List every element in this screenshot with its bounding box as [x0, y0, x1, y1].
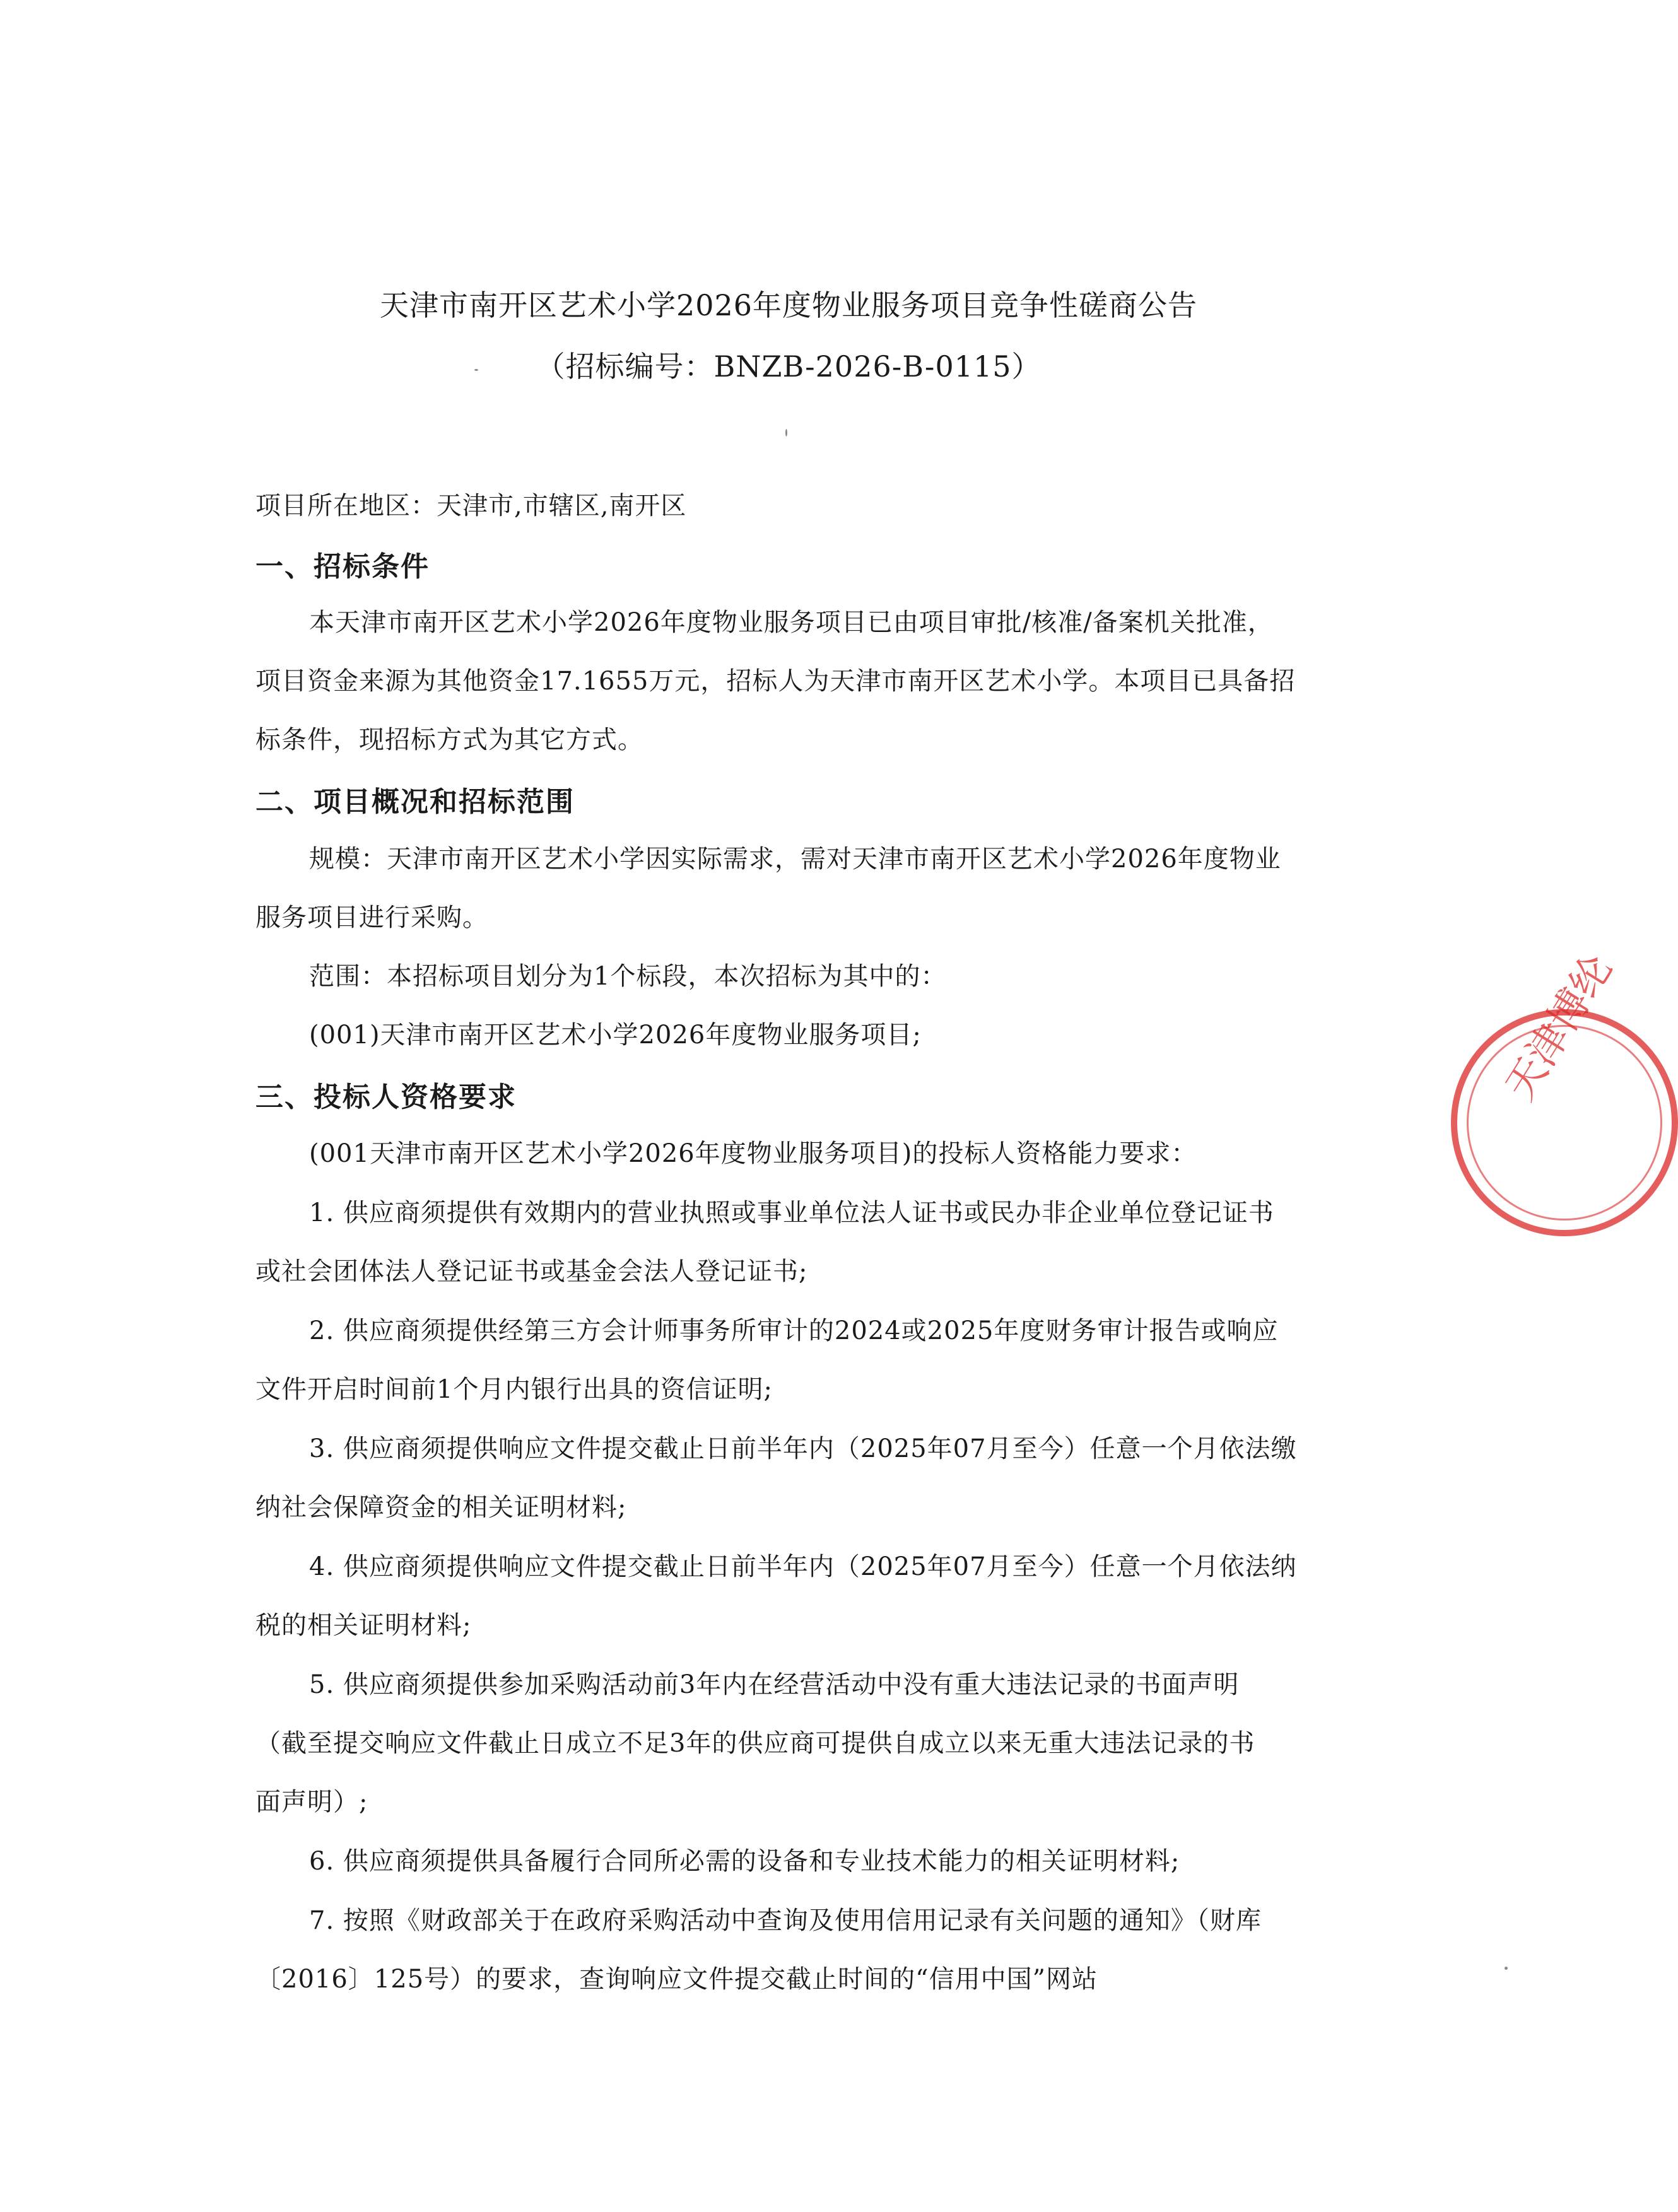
requirement-3-line-1: 3. 供应商须提供响应文件提交截止日前半年内（2025年07月至今）任意一个月依法缴: [309, 1434, 1297, 1463]
project-region: 项目所在地区：天津市,市辖区,南开区: [255, 491, 687, 520]
requirement-6-line-1: 6. 供应商须提供具备履行合同所必需的设备和专业技术能力的相关证明材料;: [309, 1847, 1180, 1876]
section2-scale-line-1: 规模：天津市南开区艺术小学因实际需求，需对天津市南开区艺术小学2026年度物业: [309, 845, 1281, 874]
section1-line-3: 标条件，现招标方式为其它方式。: [255, 725, 643, 754]
section-heading-1: 一、招标条件: [255, 551, 430, 583]
requirement-5-line-1: 5. 供应商须提供参加采购活动前3年内在经营活动中没有重大违法记录的书面声明: [309, 1670, 1240, 1699]
section1-line-2: 项目资金来源为其他资金17.1655万元，招标人为天津市南开区艺术小学。本项目已具备招: [255, 667, 1296, 696]
section2-lot: (001)天津市南开区艺术小学2026年度物业服务项目;: [309, 1021, 922, 1050]
section2-scope: 范围：本招标项目划分为1个标段，本次招标为其中的：: [309, 962, 947, 991]
requirement-4-line-1: 4. 供应商须提供响应文件提交截止日前半年内（2025年07月至今）任意一个月依法纳: [309, 1552, 1297, 1581]
requirement-1-line-2: 或社会团体法人登记证书或基金会法人登记证书;: [255, 1257, 808, 1286]
requirement-2-line-1: 2. 供应商须提供经第三方会计师事务所审计的2024或2025年度财务审计报告或响应: [309, 1316, 1279, 1345]
requirement-7-line-1: 7. 按照《财政部关于在政府采购活动中查询及使用信用记录有关问题的通知》（财库: [309, 1906, 1262, 1935]
section-heading-3: 三、投标人资格要求: [255, 1081, 517, 1113]
document-title: 天津市南开区艺术小学2026年度物业服务项目竞争性磋商公告: [379, 288, 1198, 322]
requirement-3-line-2: 纳社会保障资金的相关证明材料;: [255, 1493, 627, 1522]
tender-number: （招标编号：BNZB-2026-B-0115）: [536, 349, 1041, 383]
requirement-4-line-2: 税的相关证明材料;: [255, 1611, 472, 1640]
section2-scale-line-2: 服务项目进行采购。: [255, 903, 488, 932]
requirement-2-line-2: 文件开启时间前1个月内银行出具的资信证明;: [255, 1375, 773, 1404]
scan-speck: [785, 429, 787, 436]
section-heading-2: 二、项目概况和招标范围: [255, 786, 575, 818]
requirement-5-line-3: 面声明）;: [255, 1788, 368, 1817]
section1-line-1: 本天津市南开区艺术小学2026年度物业服务项目已由项目审批/核准/备案机关批准，: [309, 608, 1274, 637]
section3-intro: (001天津市南开区艺术小学2026年度物业服务项目)的投标人资格能力要求：: [309, 1139, 1197, 1168]
red-seal-text: 天津博纶: [1496, 946, 1622, 1109]
requirement-7-line-2: 〔2016〕125号）的要求，查询响应文件提交截止时间的“信用中国”网站: [255, 1965, 1098, 1994]
requirement-1-line-1: 1. 供应商须提供有效期内的营业执照或事业单位法人证书或民办非企业单位登记证书: [309, 1198, 1274, 1227]
scan-speck: [474, 369, 478, 371]
requirement-5-line-2: （截至提交响应文件截止日成立不足3年的供应商可提供自成立以来无重大违法记录的书: [255, 1729, 1255, 1758]
scan-speck: [1505, 1967, 1508, 1970]
